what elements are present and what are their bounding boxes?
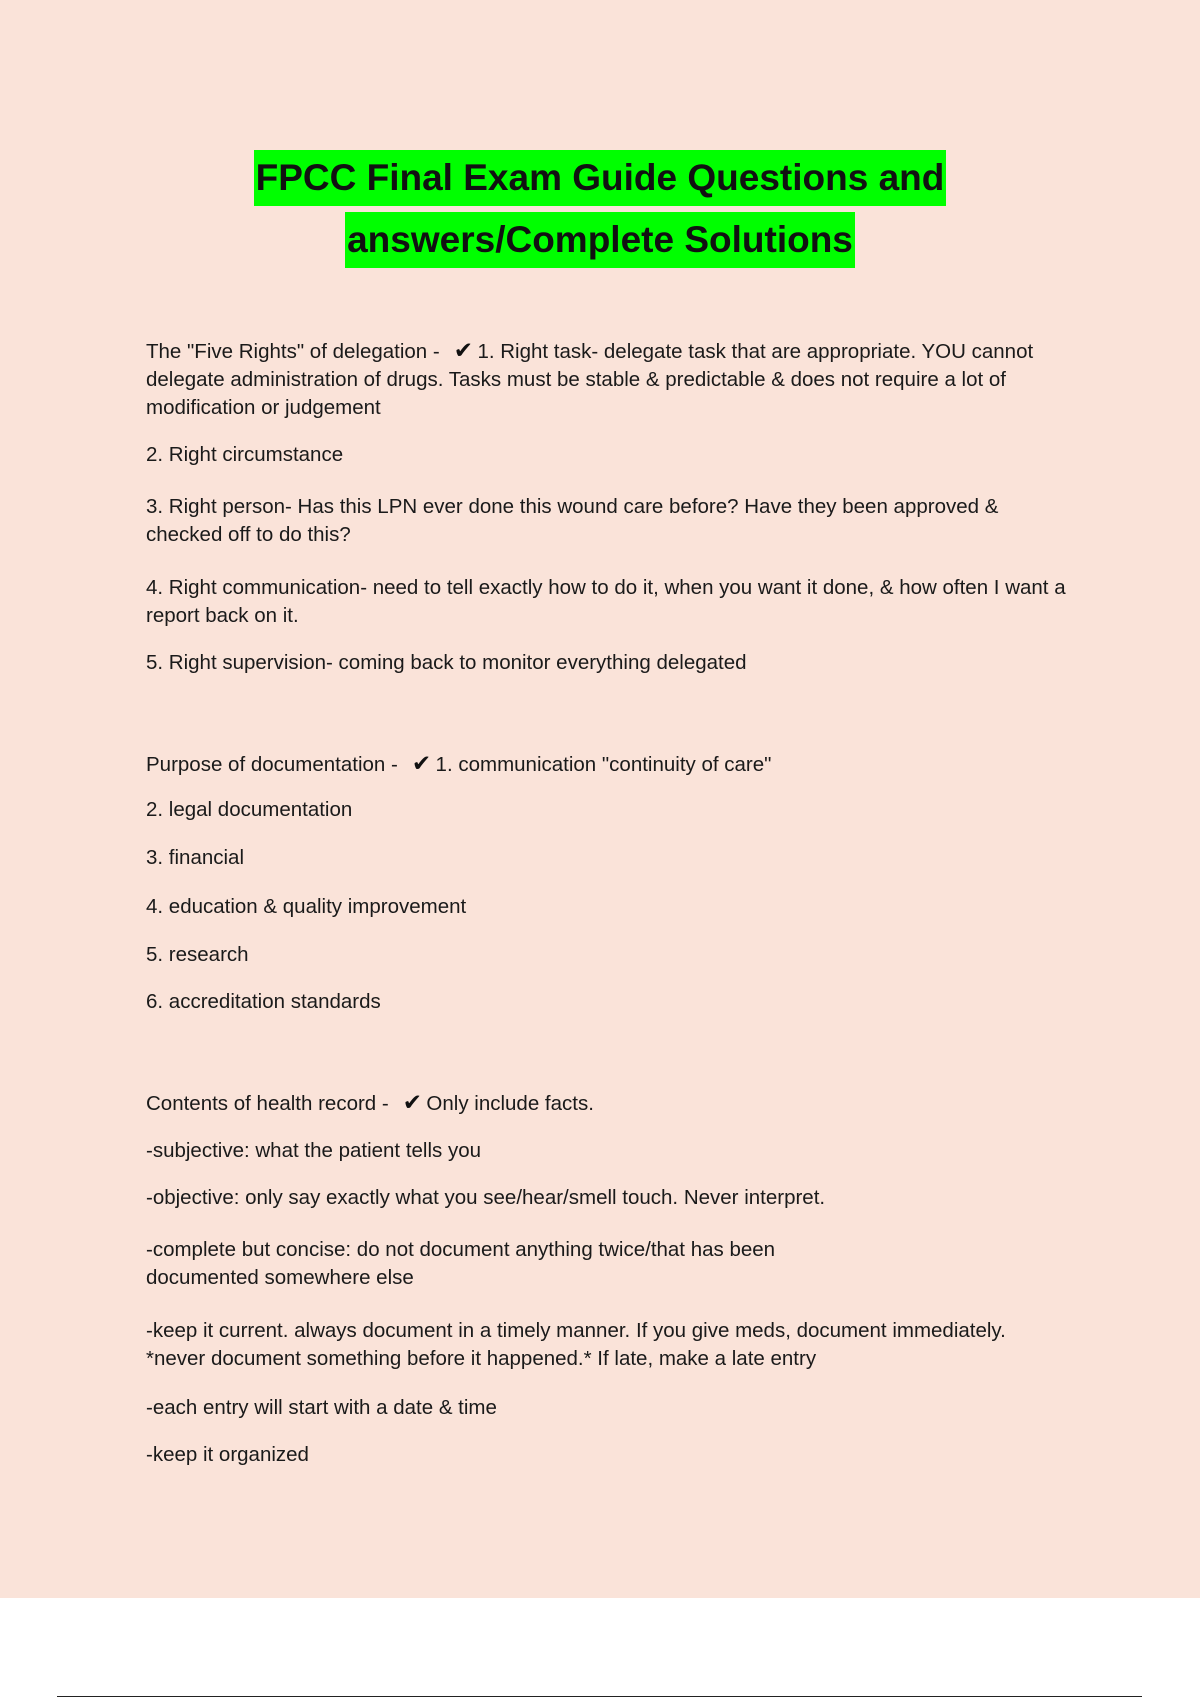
list-item: 2. Right circumstance bbox=[146, 443, 344, 466]
list-item: -subjective: what the patient tells you bbox=[146, 1139, 482, 1162]
title-line-1: FPCC Final Exam Guide Questions and bbox=[254, 150, 947, 206]
list-item: 4. Right communication- need to tell exactly how to do it, when you want it done, & how often I want a report back on it. bbox=[146, 576, 1066, 627]
answer-text: 1. communication "continuity of care" bbox=[435, 753, 772, 776]
list-item: -complete but concise: do not document anything twice/that has been documented somewhere else bbox=[146, 1238, 776, 1289]
qa-question-health-record bbox=[146, 1088, 1096, 1118]
question-text: Contents of health record - bbox=[146, 1092, 395, 1115]
checkmark-icon: ✔ bbox=[411, 750, 432, 776]
qa-question-delegation bbox=[146, 336, 1091, 422]
list-item: 5. Right supervision- coming back to monitor everything delegated bbox=[146, 651, 747, 674]
title-line-2: answers/Complete Solutions bbox=[345, 212, 855, 268]
list-item: 2. legal documentation bbox=[146, 798, 353, 821]
list-item: 5. research bbox=[146, 943, 249, 966]
answer-text: Only include facts. bbox=[426, 1092, 594, 1115]
answer-text: 1. Right task- delegate task that are appropriate. YOU cannot delegate administration of drugs. Tasks must be stable & predictable & does not require a lot of modification or judgement bbox=[146, 340, 1034, 419]
list-item: 3. Right person- Has this LPN ever done this wound care before? Have they been approved & checked off to do this? bbox=[146, 495, 999, 546]
qa-question-documentation bbox=[146, 749, 1096, 779]
list-item: -objective: only say exactly what you see/hear/smell touch. Never interpret. bbox=[146, 1186, 826, 1209]
document-title bbox=[0, 150, 1200, 268]
question-text: Purpose of documentation - bbox=[146, 753, 404, 776]
question-text: The "Five Rights" of delegation - bbox=[146, 340, 446, 363]
list-item: 4. education & quality improvement bbox=[146, 895, 467, 918]
checkmark-icon: ✔ bbox=[402, 1089, 423, 1115]
list-item: 3. financial bbox=[146, 846, 245, 869]
list-item: -each entry will start with a date & time bbox=[146, 1396, 497, 1419]
checkmark-icon: ✔ bbox=[453, 337, 474, 363]
list-item: -keep it current. always document in a timely manner. If you give meds, document immediately. *never document something before it happened.* If late, make a late entry bbox=[146, 1319, 1006, 1370]
list-item: -keep it organized bbox=[146, 1443, 309, 1466]
footer-divider bbox=[57, 1696, 1142, 1697]
list-item: 6. accreditation standards bbox=[146, 990, 381, 1013]
